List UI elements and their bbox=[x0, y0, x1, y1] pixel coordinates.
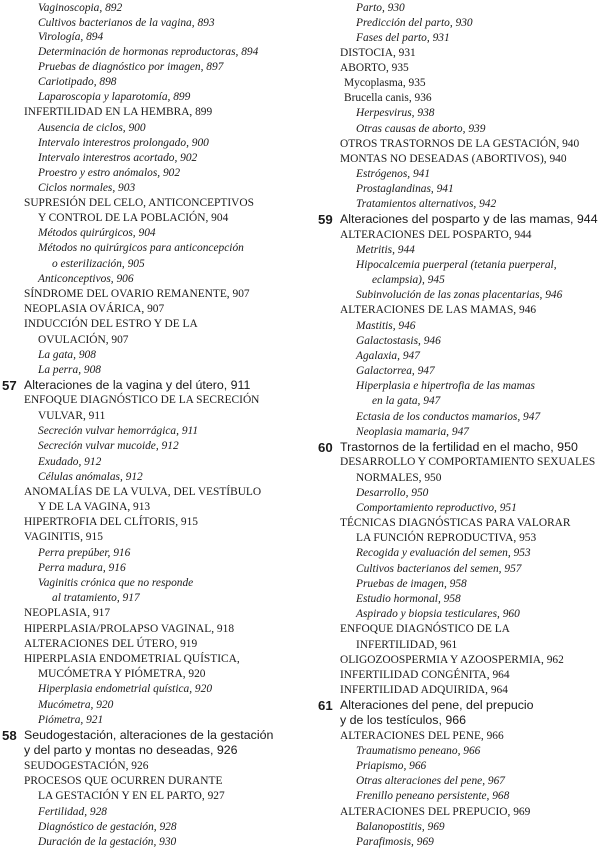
toc-entry: INDUCCIÓN DEL ESTRO Y DE LA bbox=[24, 318, 198, 330]
toc-subentry: Otras causas de aborto, 939 bbox=[356, 123, 486, 135]
toc-subentry: Métodos quirúrgicos, 904 bbox=[38, 227, 156, 239]
toc-subentry: Otras alteraciones del pene, 967 bbox=[356, 775, 506, 787]
chapter-number: 58 bbox=[2, 728, 17, 743]
toc-subentry: Herpesvirus, 938 bbox=[356, 107, 435, 119]
toc-entry: PROCESOS QUE OCURREN DURANTE bbox=[24, 775, 223, 787]
toc-entry: Y CONTROL DE LA POBLACIÓN, 904 bbox=[38, 212, 229, 224]
toc-subentry: Hipocalcemia puerperal (tetania puerperal, bbox=[356, 259, 557, 271]
toc-entry: Y DE LA VAGINA, 913 bbox=[38, 501, 151, 513]
toc-subentry: al tratamiento, 917 bbox=[52, 592, 140, 604]
toc-entry: ALTERACIONES DEL ÚTERO, 919 bbox=[24, 638, 198, 650]
toc-subentry: Estudio hormonal, 958 bbox=[356, 593, 461, 605]
toc-entry: DESARROLLO Y COMPORTAMIENTO SEXUALES bbox=[340, 456, 596, 468]
toc-subentry: Pruebas de imagen, 958 bbox=[356, 578, 467, 590]
toc-subentry: Perra prepúber, 916 bbox=[38, 547, 131, 559]
toc-subentry: Priapismo, 966 bbox=[356, 760, 427, 772]
toc-entry: VULVAR, 911 bbox=[38, 410, 106, 422]
toc-subentry: Laparoscopia y laparotomía, 899 bbox=[38, 91, 191, 103]
toc-entry: ALTERACIONES DE LAS MAMAS, 946 bbox=[340, 304, 537, 316]
toc-subentry: Estrógenos, 941 bbox=[356, 168, 431, 180]
chapter-number: 59 bbox=[318, 212, 333, 227]
toc-subentry: Subinvolución de las zonas placentarias, 946 bbox=[356, 289, 563, 301]
toc-entry: NEOPLASIA OVÁRICA, 907 bbox=[24, 303, 165, 315]
toc-subentry: Ausencia de ciclos, 900 bbox=[38, 122, 146, 134]
toc-entry: NORMALES, 950 bbox=[356, 472, 442, 484]
toc-subentry: Parafimosis, 969 bbox=[356, 836, 434, 848]
toc-entry: INFERTILIDAD, 961 bbox=[356, 639, 458, 651]
toc-subentry: Cariotipado, 898 bbox=[38, 76, 117, 88]
toc-subentry: Comportamiento reproductivo, 951 bbox=[356, 502, 517, 514]
toc-entry: OTROS TRASTORNOS DE LA GESTACIÓN, 940 bbox=[340, 138, 580, 150]
toc-entry: LA FUNCIÓN REPRODUCTIVA, 953 bbox=[356, 532, 537, 544]
chapter-title: Alteraciones del pene, del prepucio bbox=[340, 698, 534, 712]
toc-subentry: Intervalo interestros prolongado, 900 bbox=[38, 137, 209, 149]
toc-entry: OVULACIÓN, 907 bbox=[38, 334, 129, 346]
toc-subentry: Cultivos bacterianos del semen, 957 bbox=[356, 563, 522, 575]
chapter-title: Alteraciones de la vagina y del útero, 911 bbox=[24, 378, 251, 392]
toc-subentry: Aspirado y biopsia testiculares, 960 bbox=[356, 608, 520, 620]
toc-subentry: Fases del parto, 931 bbox=[356, 32, 450, 44]
toc-entry: HIPERPLASIA/PROLAPSO VAGINAL, 918 bbox=[24, 623, 235, 635]
toc-entry: ALTERACIONES DEL PREPUCIO, 969 bbox=[340, 806, 531, 818]
toc-subentry: Exudado, 912 bbox=[38, 456, 102, 468]
toc-subentry: Vaginitis crónica que no responde bbox=[38, 577, 194, 589]
toc-subentry: Balanopostitis, 969 bbox=[356, 821, 445, 833]
toc-subentry: Galactostasis, 946 bbox=[356, 335, 441, 347]
toc-entry: ALTERACIONES DEL PENE, 966 bbox=[340, 730, 504, 742]
toc-subentry: Virología, 894 bbox=[38, 31, 104, 43]
toc-entry: MUCÓMETRA Y PIÓMETRA, 920 bbox=[38, 668, 206, 680]
chapter-title: y de los testículos, 966 bbox=[340, 713, 467, 727]
chapter-number: 61 bbox=[318, 698, 333, 713]
toc-entry: Mycoplasma, 935 bbox=[344, 77, 426, 89]
toc-entry: SÍNDROME DEL OVARIO REMANENTE, 907 bbox=[24, 288, 250, 300]
toc-entry: NEOPLASIA, 917 bbox=[24, 607, 111, 619]
toc-entry: MONTAS NO DESEADAS (ABORTIVOS), 940 bbox=[340, 153, 567, 165]
toc-entry: INFERTILIDAD EN LA HEMBRA, 899 bbox=[24, 106, 213, 118]
chapter-title: Alteraciones del posparto y de las mamas, 944 bbox=[340, 212, 598, 226]
toc-entry: HIPERTROFIA DEL CLÍTORIS, 915 bbox=[24, 516, 198, 528]
toc-entry: ALTERACIONES DEL POSPARTO, 944 bbox=[340, 229, 532, 241]
toc-subentry: Pruebas de diagnóstico por imagen, 897 bbox=[38, 61, 224, 73]
toc-subentry: Traumatismo peneano, 966 bbox=[356, 745, 481, 757]
toc-subentry: Secreción vulvar hemorrágica, 911 bbox=[38, 425, 199, 437]
toc-subentry: Hiperplasia e hipertrofia de las mamas bbox=[356, 380, 535, 392]
toc-subentry: Parto, 930 bbox=[356, 2, 405, 14]
toc-subentry: Galactorrea, 947 bbox=[356, 365, 435, 377]
toc-entry: Brucella canis, 936 bbox=[344, 92, 432, 104]
chapter-title: y del parto y montas no deseadas, 926 bbox=[24, 743, 238, 757]
toc-subentry: Metritis, 944 bbox=[356, 244, 415, 256]
chapter-title: Seudogestación, alteraciones de la gestación bbox=[24, 728, 274, 742]
toc-entry: SUPRESIÓN DEL CELO, ANTICONCEPTIVOS bbox=[24, 197, 254, 209]
toc-subentry: en la gata, 947 bbox=[372, 395, 441, 407]
toc-subentry: eclampsia), 945 bbox=[372, 274, 445, 286]
toc-subentry: Ciclos normales, 903 bbox=[38, 182, 136, 194]
toc-subentry: La gata, 908 bbox=[38, 349, 96, 361]
toc-entry: TÉCNICAS DIAGNÓSTICAS PARA VALORAR bbox=[340, 517, 571, 529]
toc-subentry: Tratamientos alternativos, 942 bbox=[356, 198, 497, 210]
toc-subentry: Métodos no quirúrgicos para anticoncepción bbox=[38, 242, 244, 254]
toc-entry: LA GESTACIÓN Y EN EL PARTO, 927 bbox=[38, 790, 225, 802]
chapter-title: Trastornos de la fertilidad en el macho, 950 bbox=[340, 440, 578, 454]
toc-subentry: Recogida y evaluación del semen, 953 bbox=[356, 547, 531, 559]
toc-subentry: Desarrollo, 950 bbox=[356, 487, 429, 499]
toc-entry: OLIGOZOOSPERMIA Y AZOOSPERMIA, 962 bbox=[340, 654, 564, 666]
toc-subentry: Agalaxia, 947 bbox=[356, 350, 420, 362]
toc-subentry: Intervalo interestros acortado, 902 bbox=[38, 152, 198, 164]
toc-entry: SEUDOGESTACIÓN, 926 bbox=[24, 760, 149, 772]
toc-subentry: Perra madura, 916 bbox=[38, 562, 126, 574]
toc-entry: ABORTO, 935 bbox=[340, 62, 409, 74]
toc-subentry: Cultivos bacterianos de la vagina, 893 bbox=[38, 17, 215, 29]
toc-subentry: Proestro y estro anómalos, 902 bbox=[38, 167, 181, 179]
toc-subentry: Mastitis, 946 bbox=[356, 320, 416, 332]
toc-subentry: Diagnóstico de gestación, 928 bbox=[38, 821, 177, 833]
toc-subentry: Neoplasia mamaria, 947 bbox=[356, 426, 469, 438]
toc-subentry: Fertilidad, 928 bbox=[38, 806, 107, 818]
toc-subentry: La perra, 908 bbox=[38, 364, 101, 376]
toc-entry: HIPERPLASIA ENDOMETRIAL QUÍSTICA, bbox=[24, 653, 240, 665]
toc-entry: VAGINITIS, 915 bbox=[24, 531, 103, 543]
toc-subentry: Células anómalas, 912 bbox=[38, 471, 143, 483]
toc-entry: INFERTILIDAD CONGÉNITA, 964 bbox=[340, 669, 510, 681]
toc-subentry: Prostaglandinas, 941 bbox=[356, 183, 454, 195]
toc-entry: ENFOQUE DIAGNÓSTICO DE LA bbox=[340, 623, 510, 635]
toc-subentry: Piómetra, 921 bbox=[38, 714, 104, 726]
toc-subentry: Vaginoscopia, 892 bbox=[38, 2, 123, 14]
toc-entry: DISTOCIA, 931 bbox=[340, 47, 416, 59]
chapter-number: 60 bbox=[318, 440, 333, 455]
toc-subentry: Determinación de hormonas reproductoras, 894 bbox=[38, 46, 259, 58]
toc-subentry: Frenillo peneano persistente, 968 bbox=[356, 790, 510, 802]
toc-subentry: Ectasia de los conductos mamarios, 947 bbox=[356, 411, 541, 423]
chapter-number: 57 bbox=[2, 378, 17, 393]
toc-subentry: Predicción del parto, 930 bbox=[356, 17, 473, 29]
toc-entry: INFERTILIDAD ADQUIRIDA, 964 bbox=[340, 684, 508, 696]
toc-subentry: Duración de la gestación, 930 bbox=[38, 836, 177, 848]
toc-subentry: Hiperplasia endometrial quística, 920 bbox=[38, 683, 213, 695]
toc-subentry: Mucómetra, 920 bbox=[38, 699, 114, 711]
toc-entry: ANOMALÍAS DE LA VULVA, DEL VESTÍBULO bbox=[24, 486, 262, 498]
toc-entry: ENFOQUE DIAGNÓSTICO DE LA SECRECIÓN bbox=[24, 394, 260, 406]
toc-subentry: o esterilización, 905 bbox=[52, 258, 145, 270]
toc-subentry: Secreción vulvar mucoide, 912 bbox=[38, 440, 179, 452]
toc-subentry: Anticonceptivos, 906 bbox=[38, 273, 134, 285]
